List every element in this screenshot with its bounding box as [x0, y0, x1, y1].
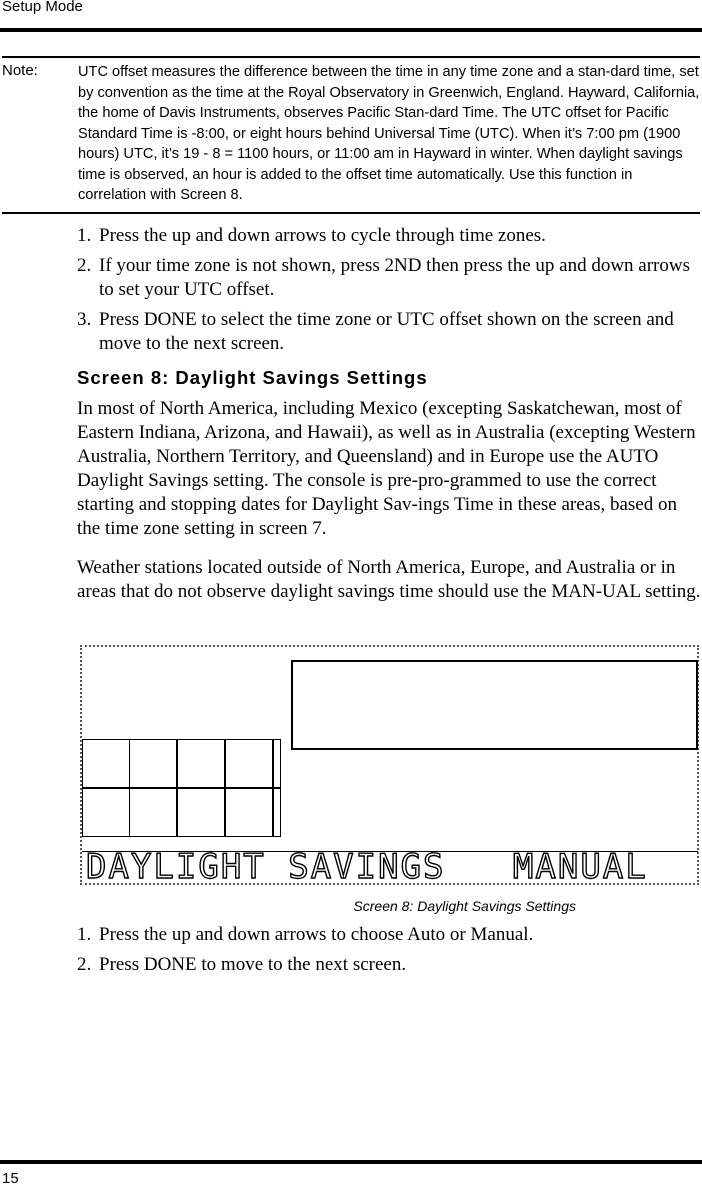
list-item	[77, 953, 699, 977]
lcd-cell	[82, 739, 130, 789]
lcd-cell	[273, 787, 281, 837]
step-text: Press DONE to select the time zone or UTC offset shown on the screen and move to the next screen.	[99, 309, 674, 354]
lcd-text: DAYLIGHT SAVINGS MANUAL	[86, 847, 648, 887]
lcd-display-area	[291, 660, 698, 750]
steps-list-time-zone	[77, 224, 699, 362]
step-number: 1.	[77, 225, 92, 246]
step-text: Press DONE to move to the next screen.	[99, 954, 407, 975]
step-number: 1.	[77, 924, 92, 945]
note-text: UTC offset measures the difference between the time in any time zone and a stan-dard time, set by convention as the time at the Royal Observatory in Greenwich, England. Hayward, California, the home of Davis Instruments, observes Pacific Stan-dard Time. The UTC offset for Pacific Standard Time is -8:00, or eight hours behind Universal Time (UTC). When it’s 7:00 pm (1900 hours) UTC, it’s 19 - 8 = 1100 hours, or 11:00 am in Hayward in winter. When daylight savings time is observed, an hour is added to the offset time automatically. Use this function in correlation with Screen 8.	[78, 64, 700, 203]
lcd-cell	[177, 787, 225, 837]
running-header: Setup Mode	[2, 0, 83, 15]
list-item	[77, 254, 699, 302]
lcd-cell	[177, 739, 225, 789]
lcd-cell	[82, 787, 130, 837]
paragraph-manual-setting: Weather stations located outside of North America, Europe, and Australia or in areas that do not observe daylight savings time should use the MAN-UAL setting.	[77, 557, 701, 602]
lcd-cell	[129, 739, 177, 789]
step-text: Press the up and down arrows to cycle through time zones.	[99, 225, 546, 246]
lcd-cell	[129, 787, 177, 837]
step-number: 2.	[77, 954, 92, 975]
list-item	[77, 923, 699, 947]
note-block	[2, 56, 700, 214]
page-number: 15	[2, 1170, 19, 1187]
step-text: Press the up and down arrows to choose Auto or Manual.	[99, 924, 534, 945]
step-text: If your time zone is not shown, press 2ND then press the up and down arrows to set your UTC offset.	[99, 255, 691, 300]
step-number: 2.	[77, 255, 92, 276]
list-item	[77, 308, 699, 356]
lcd-cell	[225, 739, 273, 789]
steps-list-daylight	[77, 923, 699, 983]
paragraph-auto-setting: In most of North America, including Mexico (excepting Saskatchewan, most of Eastern Indiana, Arizona, and Hawaii), as well as in Australia (excepting Western Australia, Northern Territory, and Queensland) and in Europe use the AUTO Daylight Savings setting. The console is pre-pro-grammed to use the correct starting and stopping dates for Daylight Sav-ings Time in these areas, based on the time zone setting in screen 7.	[77, 398, 696, 539]
note-label: Note:	[2, 62, 38, 79]
lcd-cell	[273, 739, 281, 789]
section-heading: Screen 8: Daylight Savings Settings	[77, 367, 428, 388]
footer-rule	[0, 1160, 702, 1164]
list-item	[77, 224, 699, 248]
header-rule	[0, 28, 702, 32]
figure-caption: Screen 8: Daylight Savings Settings	[353, 898, 576, 914]
step-number: 3.	[77, 309, 92, 330]
lcd-cell	[225, 787, 273, 837]
